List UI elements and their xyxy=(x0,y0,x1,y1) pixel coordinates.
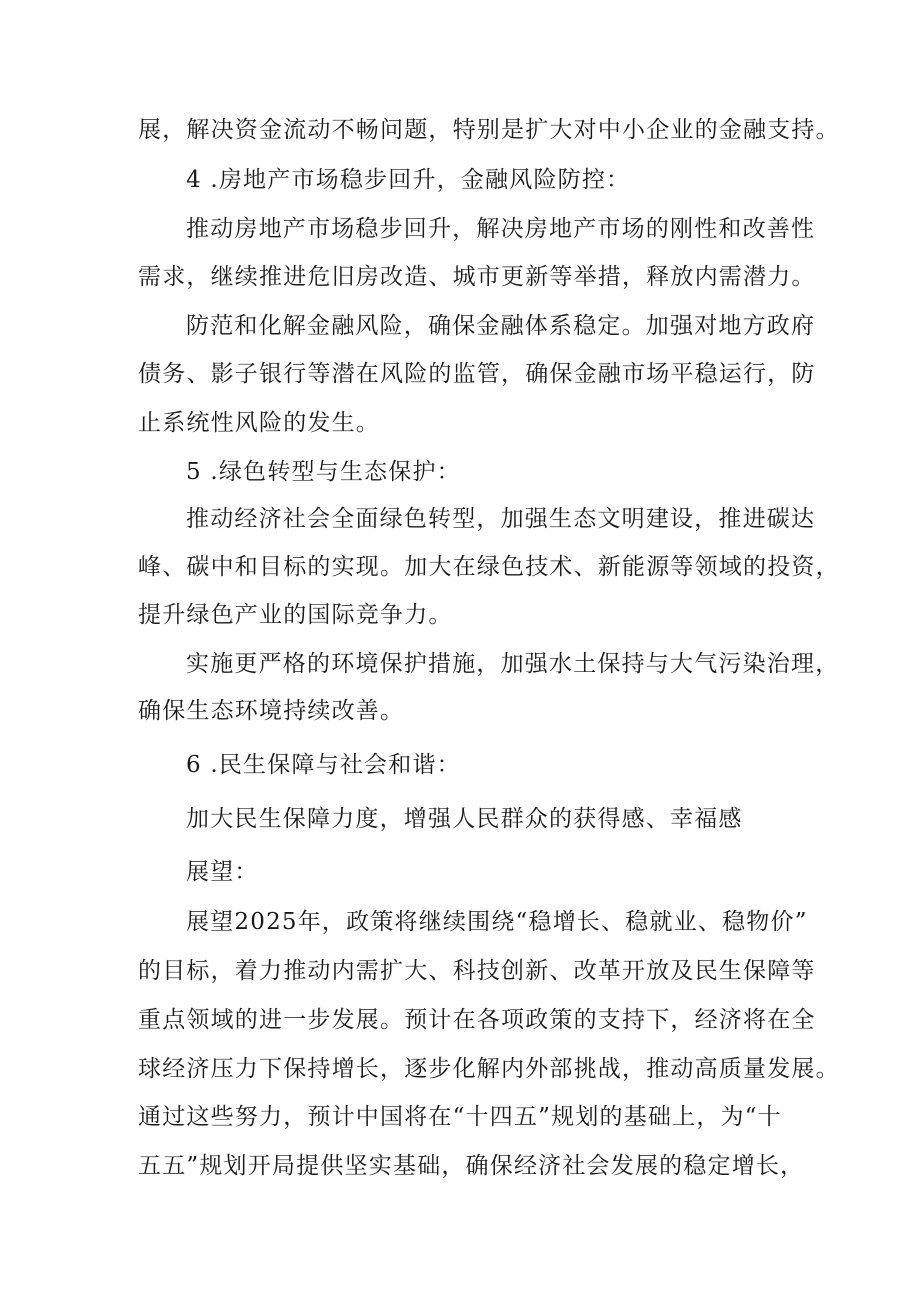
section-heading-6: 6 .民生保障与社会和谐： xyxy=(186,752,461,778)
paragraph-line: 加大民生保障力度，增强人民群众的获得感、幸福感 xyxy=(186,806,743,832)
paragraph-line: 峰、碳中和目标的实现。加大在绿色技术、新能源等领域的投资， xyxy=(138,554,840,580)
section-heading-5: 5 .绿色转型与生态保护： xyxy=(186,459,461,485)
paragraph-line: 五五”规划开局提供坚实基础，确保经济社会发展的稳定增长， xyxy=(138,1153,805,1179)
paragraph-line: 需求，继续推进危旧房改造、城市更新等举措，释放内需潜力。 xyxy=(138,264,816,290)
section-heading-4: 4 .房地产市场稳步回升，金融风险防控： xyxy=(186,167,631,193)
paragraph-line: 债务、影子银行等潜在风险的监管，确保金融市场平稳运行，防 xyxy=(138,361,816,387)
paragraph-line: 止系统性风险的发生。 xyxy=(138,410,380,436)
paragraph-line: 的目标，着力推动内需扩大、科技创新、改革开放及民生保障等 xyxy=(138,958,816,984)
paragraph-line: 防范和化解金融风险，确保金融体系稳定。加强对地方政府 xyxy=(186,313,816,339)
paragraph-line: 展望2025年，政策将继续围绕“稳增长、稳就业、稳物价” xyxy=(186,909,808,935)
paragraph-line: 球经济压力下保持增长，逐步化解内外部挑战，推动高质量发展。 xyxy=(138,1056,840,1082)
paragraph-line: 推动经济社会全面绿色转型，加强生态文明建设，推进碳达 xyxy=(186,506,816,532)
paragraph-line: 展，解决资金流动不畅问题，特别是扩大对中小企业的金融支持。 xyxy=(138,117,840,143)
paragraph-line: 实施更严格的环境保护措施，加强水土保持与大气污染治理， xyxy=(186,651,840,677)
paragraph-line: 提升绿色产业的国际竞争力。 xyxy=(138,602,453,628)
paragraph-line: 通过这些努力，预计中国将在“十四五”规划的基础上，为“十 xyxy=(138,1104,782,1130)
paragraph-line: 推动房地产市场稳步回升，解决房地产市场的刚性和改善性 xyxy=(186,216,816,242)
paragraph-line: 确保生态环境持续改善。 xyxy=(138,698,405,724)
paragraph-line: 重点领域的进一步发展。预计在各项政策的支持下，经济将在全 xyxy=(138,1007,816,1033)
outlook-heading: 展望： xyxy=(186,859,259,885)
